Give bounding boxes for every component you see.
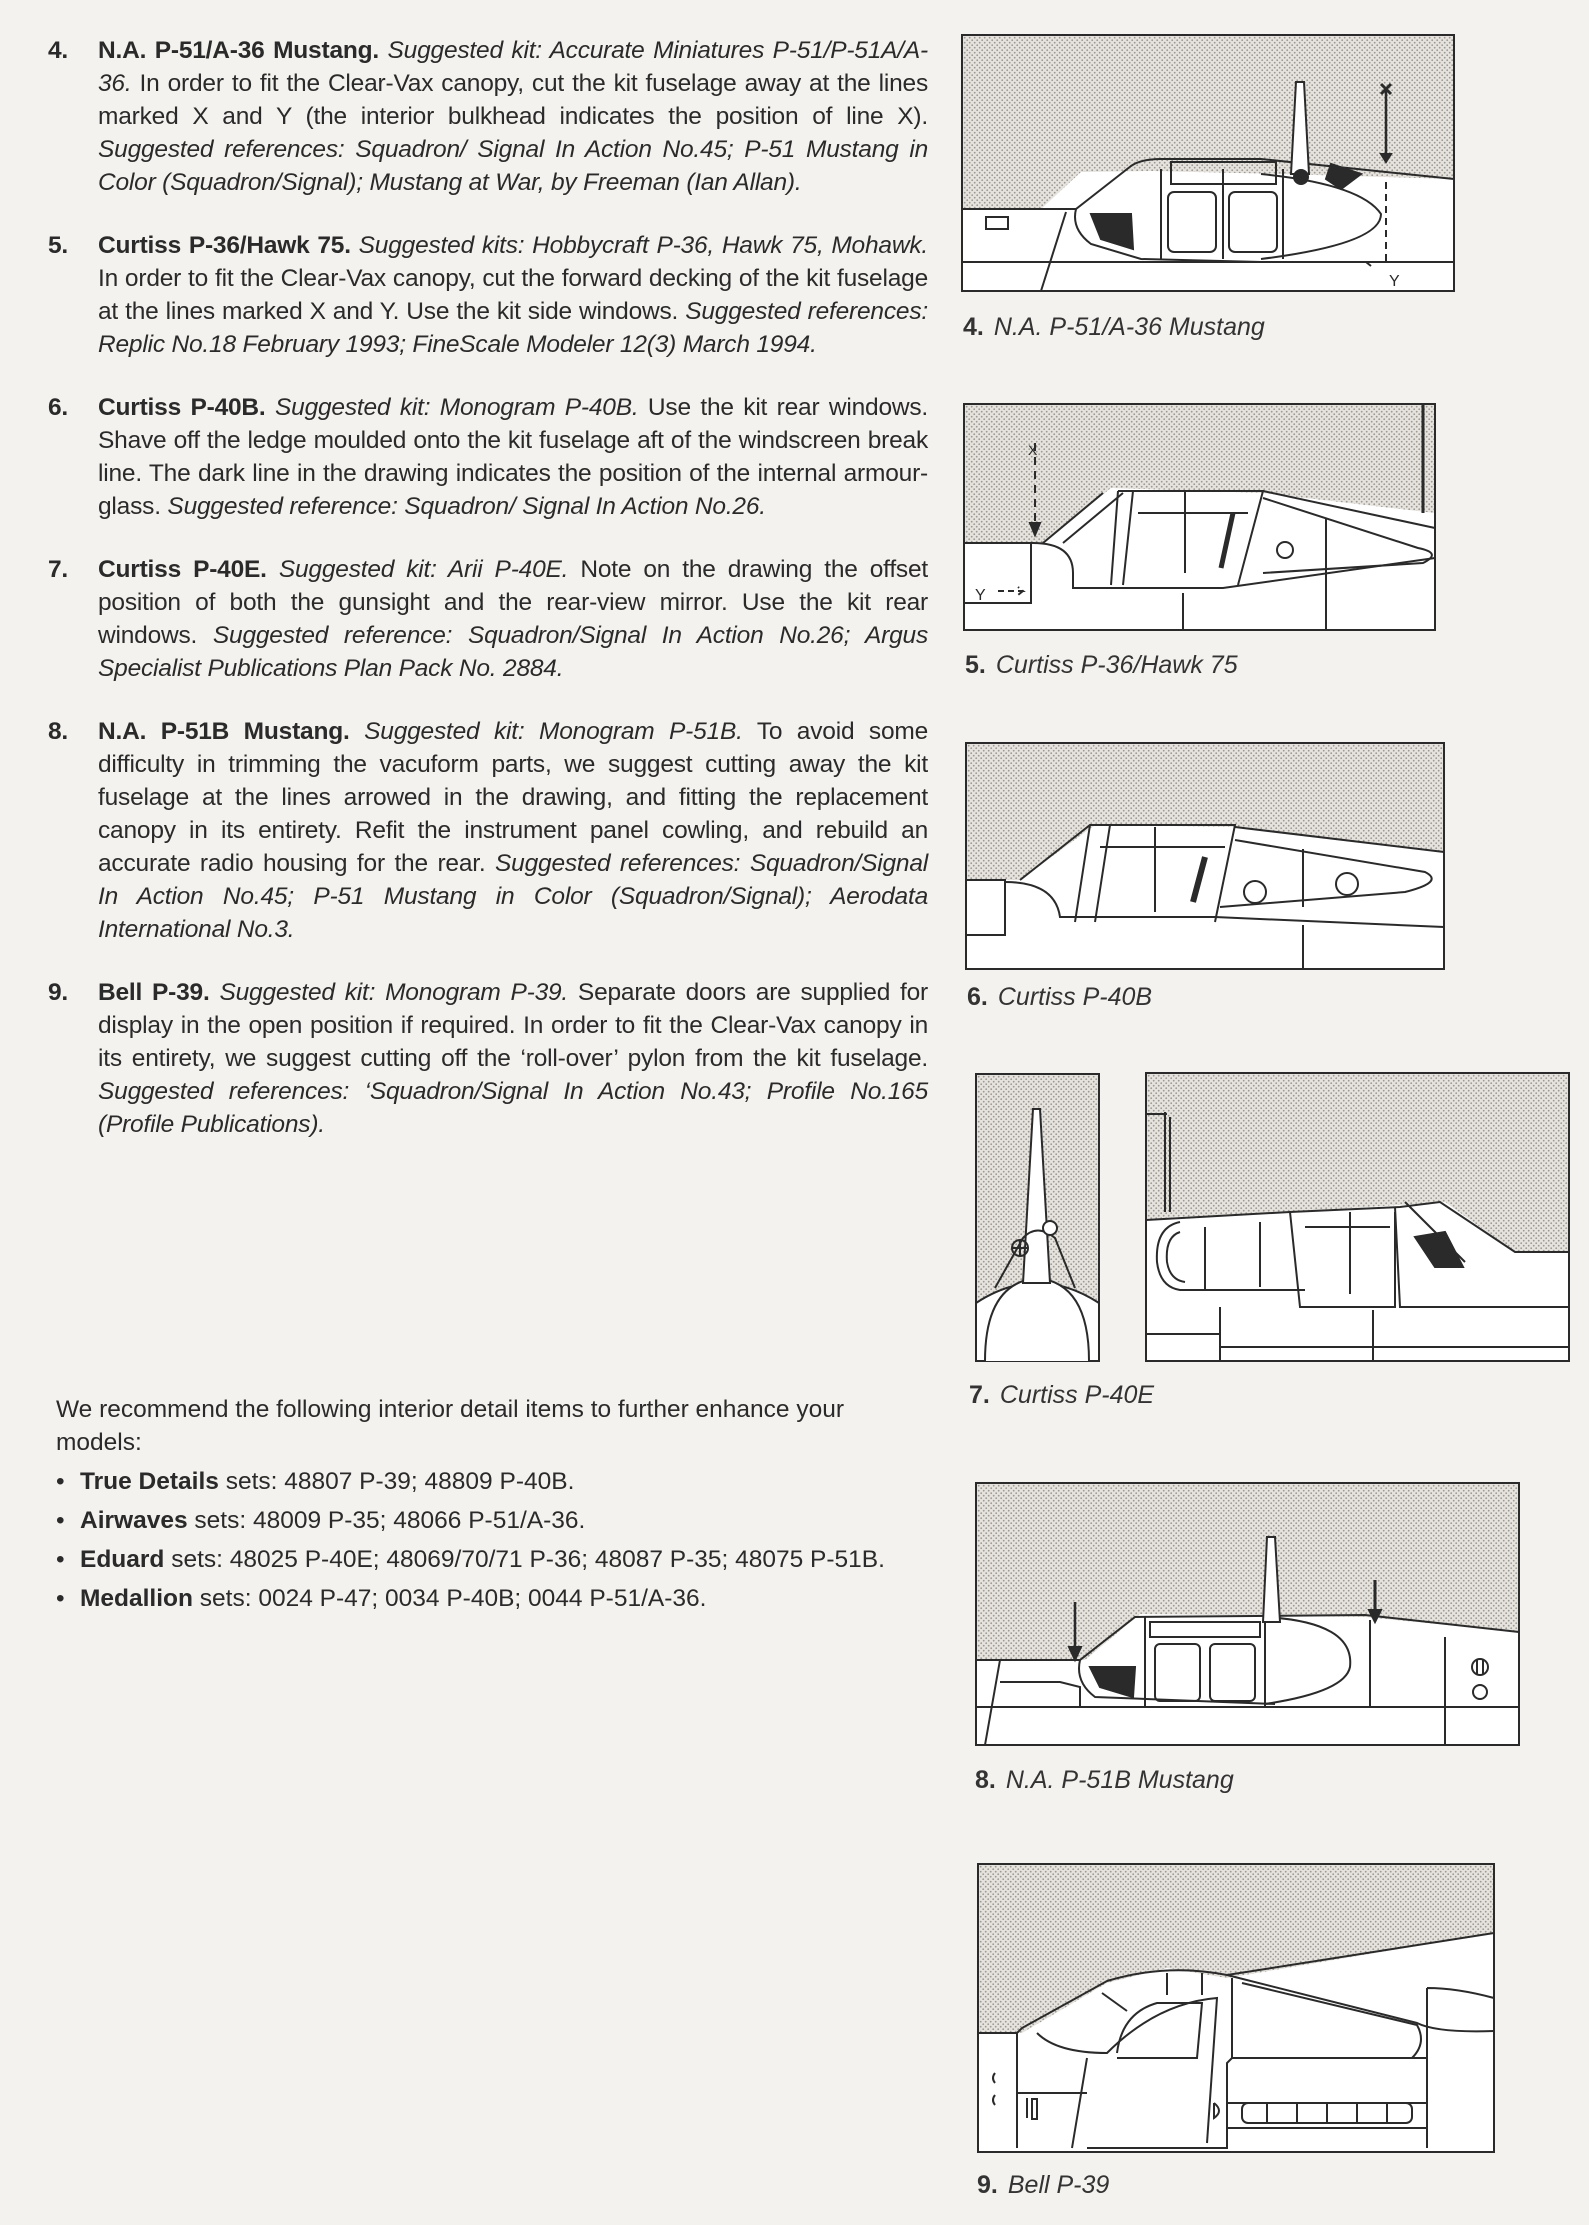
caption-text: Bell P-39 <box>1007 2171 1110 2199</box>
marker-x: X <box>1028 442 1038 458</box>
recommend-item <box>56 1465 936 1498</box>
caption-number: 8. <box>975 1766 996 1794</box>
brand: True Details <box>80 1468 219 1495</box>
entry-title: N.A. P-51/A-36 Mustang. <box>98 37 380 64</box>
brand: Airwaves <box>80 1507 188 1534</box>
entry-title: Curtiss P-36/Hawk 75. <box>98 232 351 259</box>
figure-caption <box>967 983 1152 1012</box>
figure-p40b <box>965 742 1445 972</box>
entry-title: Curtiss P-40E. <box>98 556 267 583</box>
entry-kit: Suggested kit: Accurate Miniatures P-51/P-51A/A-36. <box>98 37 928 97</box>
figure-caption <box>969 1381 1154 1410</box>
figure-p51-a36 <box>961 34 1455 294</box>
entry-p39 <box>48 976 928 1141</box>
entry-refs: Suggested reference: Squadron/ Signal In Action No.26. <box>167 493 766 520</box>
entry-kit: Suggested kit: Monogram P-39. <box>219 979 569 1006</box>
sets: sets: 48025 P-40E; 48069/70/71 P-36; 48087 P-35; 48075 P-51B. <box>164 1546 885 1573</box>
marker-y: Y <box>975 587 986 604</box>
figure-caption <box>963 313 1265 342</box>
entry-refs: Suggested reference: Squadron/Signal In Action No.26; Argus Specialist Publications Plan Pack No. 2884. <box>98 622 928 682</box>
entry-body: To avoid some difficulty in trimming the vacuform parts, we suggest cutting away the kit fuselage at the lines arrowed in the drawing, and fitting the replacement canopy in its entirety. Refit the instrument panel cowling, and rebuild an accurate radio housing for the rear. <box>98 718 928 877</box>
brand: Medallion <box>80 1585 193 1612</box>
entry-p36-hawk75 <box>48 229 928 361</box>
caption-number: 5. <box>965 651 986 679</box>
entry-refs: Suggested references: Squadron/ Signal In Action No.45; P-51 Mustang in Color (Squadron/Signal); Mustang at War, by Freeman (Ian Allan). <box>98 136 928 196</box>
figure-caption <box>965 651 1238 680</box>
entry-p51-a36 <box>48 34 928 199</box>
figure-p39 <box>977 1863 1495 2153</box>
entry-kit: Suggested kits: Hobbycraft P-36, Hawk 75, Mohawk. <box>358 232 928 259</box>
sets: sets: 48009 P-35; 48066 P-51/A-36. <box>187 1507 586 1534</box>
entry-title: Bell P-39. <box>98 979 210 1006</box>
caption-text: N.A. P-51B Mustang <box>1005 1766 1234 1794</box>
entry-number: 7. <box>48 556 69 583</box>
entry-body: In order to fit the Clear-Vax canopy, cut the kit fuselage away at the lines marked X and Y (the interior bulkhead indicates the position of line X). <box>98 70 929 130</box>
entry-number: 9. <box>48 979 69 1006</box>
entry-p40b <box>48 391 928 523</box>
recommend-intro: We recommend the following interior detail items to further enhance your models: <box>56 1396 845 1456</box>
entry-kit: Suggested kit: Monogram P-51B. <box>364 718 743 745</box>
caption-text: Curtiss P-40E <box>999 1381 1155 1409</box>
caption-number: 9. <box>977 2171 998 2199</box>
marker-y: Y <box>1389 273 1400 290</box>
sets: sets: 48807 P-39; 48809 P-40B. <box>218 1468 575 1495</box>
entry-p51b <box>48 715 928 946</box>
entry-body: In order to fit the Clear-Vax canopy, cut the forward decking of the kit fuselage at the lines marked X and Y. Use the kit side windows. <box>98 265 928 325</box>
caption-text: Curtiss P-40B <box>997 983 1153 1011</box>
recommendations <box>56 1393 936 1621</box>
figure-p40e-side <box>1145 1072 1570 1364</box>
caption-number: 4. <box>963 313 984 341</box>
entry-body: Separate doors are supplied for display in the open position if required. In order to fit the Clear-Vax canopy in its entirety, we suggest cutting off the ‘roll-over’ pylon from the kit fuselage. <box>98 979 929 1072</box>
instructions-column <box>48 34 928 1171</box>
recommend-item <box>56 1543 936 1576</box>
figure-p51b <box>975 1482 1520 1747</box>
recommend-item <box>56 1582 936 1615</box>
entry-number: 4. <box>48 37 69 64</box>
figure-caption <box>975 1766 1234 1795</box>
entry-body: Note on the drawing the offset position of both the gunsight and the rear-view mirror. Use the kit rear windows. <box>98 556 929 649</box>
recommend-item <box>56 1504 936 1537</box>
entry-number: 5. <box>48 232 69 259</box>
caption-number: 7. <box>969 1381 990 1409</box>
figure-p36-hawk75 <box>963 403 1436 633</box>
entry-refs: Suggested references: Replic No.18 February 1993; FineScale Modeler 12(3) March 1994. <box>98 298 928 358</box>
entry-number: 8. <box>48 718 69 745</box>
brand: Eduard <box>80 1546 165 1573</box>
entry-refs: Suggested references: Squadron/Signal In Action No.45; P-51 Mustang in Color (Squadron/Signal); Aerodata International No.3. <box>98 850 929 943</box>
caption-number: 6. <box>967 983 988 1011</box>
entry-number: 6. <box>48 394 69 421</box>
caption-text: N.A. P-51/A-36 Mustang <box>993 313 1265 341</box>
entry-body: Use the kit rear windows. Shave off the ledge moulded onto the kit fuselage aft of the windscreen break line. The dark line in the drawing indicates the position of the internal armour-glass. <box>98 394 929 520</box>
recommend-list <box>56 1465 936 1615</box>
caption-text: Curtiss P-36/Hawk 75 <box>995 651 1238 679</box>
entry-p40e <box>48 553 928 685</box>
figure-p40e-front <box>975 1073 1100 1363</box>
entry-refs: Suggested references: ‘Squadron/Signal In Action No.43; Profile No.165 (Profile Publications). <box>98 1078 928 1138</box>
figure-caption <box>977 2171 1109 2200</box>
entry-kit: Suggested kit: Monogram P-40B. <box>275 394 639 421</box>
sets: sets: 0024 P-47; 0034 P-40B; 0044 P-51/A-36. <box>192 1585 707 1612</box>
entry-title: Curtiss P-40B. <box>98 394 266 421</box>
entry-kit: Suggested kit: Arii P-40E. <box>278 556 569 583</box>
entry-title: N.A. P-51B Mustang. <box>98 718 350 745</box>
